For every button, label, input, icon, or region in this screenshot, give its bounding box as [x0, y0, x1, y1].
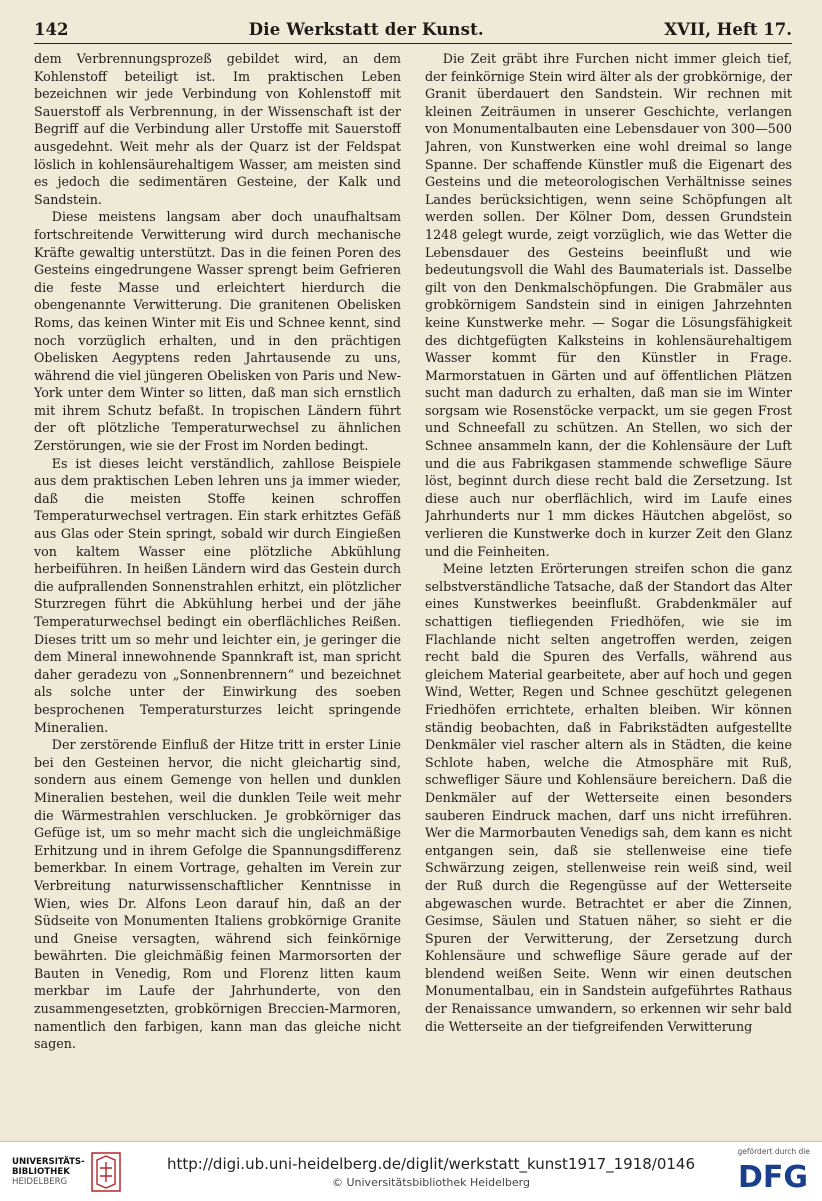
svg-text:DFG: DFG	[737, 1160, 808, 1192]
permalink-url[interactable]: http://digi.ub.uni-heidelberg.de/diglit/werkstatt_kunst1917_1918/0146	[166, 1154, 696, 1173]
article-body	[34, 50, 792, 1140]
paragraph: Es ist dieses leicht verständlich, zahllose Beispiele aus dem praktischen Leben lehren uns ja immer wieder, daß die meisten Stoffe keinen schroffen Temperaturwechsel vertragen. Ein stark erhitztes Gefäß aus Glas oder Stein springt, sobald wir durch Eingießen von kaltem Wasser eine plötzliche Abkühlung herbeiführen. In heißen Ländern wird das Gestein durch die aufprallenden Sonnenstrahlen erhitzt, ein plötzlicher Sturzregen führt die Abkühlung herbei und der jähe Temperaturwechsel bedingt ein oberflächliches Reißen. Dieses tritt um so mehr und leichter ein, je geringer die dem Mineral innewohnende Spannkraft ist, man spricht daher geradezu von „Sonnenbrennern“ und bezeichnet als solche unter der Einwirkung des soeben besprochenen Temperatursturzes leicht springende Mineralien.	[34, 455, 401, 735]
funding-note: gefördert durch die	[737, 1147, 810, 1156]
right-column	[425, 50, 792, 1140]
page-number: 142	[34, 20, 69, 39]
paragraph: Diese meistens langsam aber doch unaufhaltsam fortschreitende Verwitterung wird durch mechanische Kräfte gewaltig unterstützt. Das in die feinen Poren des Gesteins eingedrungene Wasser sprengt beim Gefrieren die feste Masse und erleichtert hierdurch die obengenannte Verwitterung. Die granitenen Obelisken Roms, das keinen Winter mit Eis und Schnee kennt, sind noch vorzüglich erhalten, und in den prächtigen Obelisken Aegyptens reden Jahrtausende zu uns, während die viel jüngeren Obelisken von Paris und New-York unter dem Winter so litten, daß man sich ernstlich mit ihrem Schutz befaßt. In tropischen Ländern führt der oft plötzliche Temperaturwechsel zu ähnlichen Zerstörungen, wie sie der Frost im Norden bedingt.	[34, 209, 401, 454]
library-logo[interactable]	[12, 1152, 162, 1192]
paragraph: Die Zeit gräbt ihre Furchen nicht immer gleich tief, der feinkörnige Stein wird älter als der grobkörnige, der Granit überdauert den Sandstein. Wir rechnen mit kleinen Zeiträumen in unserer Geschichte, verlangen von Monumentalbauten eine Lebensdauer von 300—500 Jahren, von Kunstwerken eine wohl dreimal so lange Spanne. Der schaffende Künstler muß die Eigenart des Gesteins und die meteorologischen Verhältnisse seines Landes berücksichtigen, wenn seine Schöpfungen alt werden sollen. Der Kölner Dom, dessen Grundstein 1248 gelegt wurde, zeigt vorzüglich, wie das Wetter die Lebensdauer des Gesteins beeinflußt und wie bedeutungsvoll die Wahl des Baumaterials ist. Dasselbe gilt von den Denkmalschöpfungen. Die Grabmäler aus grobkörnigem Sandstein sind in einigen Jahrzehnten keine Kunstwerke mehr. — Sogar die Lösungsfähigkeit des dichtgefügten Kalksteins in kohlensäurehaltigem Wasser kommt für den Künstler in Frage. Marmorstatuen in Gärten und auf öffentlichen Plätzen sucht man dadurch zu erhalten, daß man sie im Winter sorgsam wie Rosenstöcke verpackt, um sie gegen Frost und Schneefall zu schützen. An Stellen, wo sich der Schnee ansammeln kann, der die Kohlensäure der Luft und die aus Fabrikgasen stammende schweflige Säure löst, beginnt durch diese recht bald die Zersetzung. Ist diese auch nur oberflächlich, wird im Laufe eines Jahrhunderts nur 1 mm dickes Häutchen abgelöst, so verlieren die Kunstwerke doch in kurzer Zeit den Glanz und die Feinheiten.	[425, 51, 792, 559]
running-header	[34, 14, 792, 44]
library-name-line: BIBLIOTHEK	[12, 1166, 70, 1177]
viewer-footer	[0, 1141, 822, 1201]
copyright-notice: © Universitätsbibliothek Heidelberg	[331, 1175, 530, 1189]
paragraph: Meine letzten Erörterungen streifen schon die ganz selbstverständliche Tatsache, daß der Standort das Alter eines Kunstwerkes beeinflußt. Grabdenkmäler auf schattigen tiefliegenden Friedhöfen, wie sie im Flachlande nicht selten angetroffen werden, zeigen recht bald die Spuren des Verfalls, während aus gleichem Material gearbeitete, aber auf hoch und gegen Wind, Wetter, Regen und Schnee geschützt gelegenen Friedhöfen errichtete, erhalten bleiben. Wir können ständig beobachten, daß in Fabrikstädten aufgestellte Denkmäler viel rascher altern als in Städten, die keine Schlote haben, welche die Atmosphäre mit Ruß, schwefliger Säure und Kohlensäure bereichern. Daß die Denkmäler auf der Wetterseite einen besonders sauberen Eindruck machen, darf uns nicht irreführen. Wer die Marmorbauten Venedigs sah, dem kann es nicht entgangen sein, daß sie stellenweise eine tiefe Schwärzung zeigen, stellenweise rein weiß sind, weil der Ruß durch die Regengüsse auf der Wetterseite abgewaschen wurde. Betrachtet er aber die Zinnen, Gesimse, Säulen und Statuen näher, so sieht er die Spuren der Verwitterung, der Zersetzung durch Kohlensäure und schweflige Säure gerade auf der blendend weißen Seite. Wenn wir einen deutschen Monumentalbau, ein in Sandstein aufgeführtes Rathaus der Renaissance umwandern, so erkennen wir sehr bald die Wetterseite an der tiefgreifenden Verwitterung	[425, 561, 792, 1034]
dfg-logo[interactable]	[700, 1147, 810, 1196]
library-name-line: UNIVERSITÄTS-	[12, 1156, 85, 1167]
left-column	[34, 50, 401, 1140]
journal-title: Die Werkstatt der Kunst.	[248, 20, 484, 39]
library-city: HEIDELBERG	[12, 1176, 68, 1187]
paragraph: Der zerstörende Einfluß der Hitze tritt in erster Linie bei den Gesteinen hervor, die nicht gleichartig sind, sondern aus einem Gemenge von hellen und dunklen Mineralien bestehen, weil die dunklen Teile weit mehr die Wärmestrahlen verschlucken. Je grobkörniger das Gefüge ist, um so mehr macht sich die ungleichmäßige Erhitzung und in ihrem Gefolge die Spannungsdifferenz bemerkbar. In einem Vortrage, gehalten im Verein zur Verbreitung naturwissenschaftlicher Kenntnisse in Wien, wies Dr. Alfons Leon darauf hin, daß an der Südseite von Monumenten Italiens grobkörnige Granite und Gneise versagten, während sich feinkörnige bewährten. Die gleichmäßig feinen Marmorsorten der Bauten in Venedig, Rom und Florenz litten kaum merkbar im Laufe der Jahrhunderte, von den zusammengesetzten, grobkörnigen Breccien-Marmoren, namentlich den farbigen, kann man das gleiche nicht sagen.	[34, 737, 401, 1052]
library-seal-icon	[91, 1152, 121, 1192]
paragraph: dem Verbrennungsprozeß gebildet wird, an dem Kohlenstoff beteiligt ist. Im praktischen Leben bezeichnen wir jede Verbindung von Kohlenstoff mit Sauerstoff als Verbrennung, in der Wissenschaft ist der Begriff auf die Verbindung aller Urstoffe mit Sauerstoff ausgedehnt. Weit mehr als der Quarz ist der Feldspat löslich in kohlensäurehaltigem Wasser, am meisten sind es jedoch die sedimentären Gesteine, der Kalk und Sandstein.	[34, 51, 401, 207]
dfg-logo-icon	[714, 1158, 810, 1192]
issue-label: XVII, Heft 17.	[664, 20, 792, 39]
